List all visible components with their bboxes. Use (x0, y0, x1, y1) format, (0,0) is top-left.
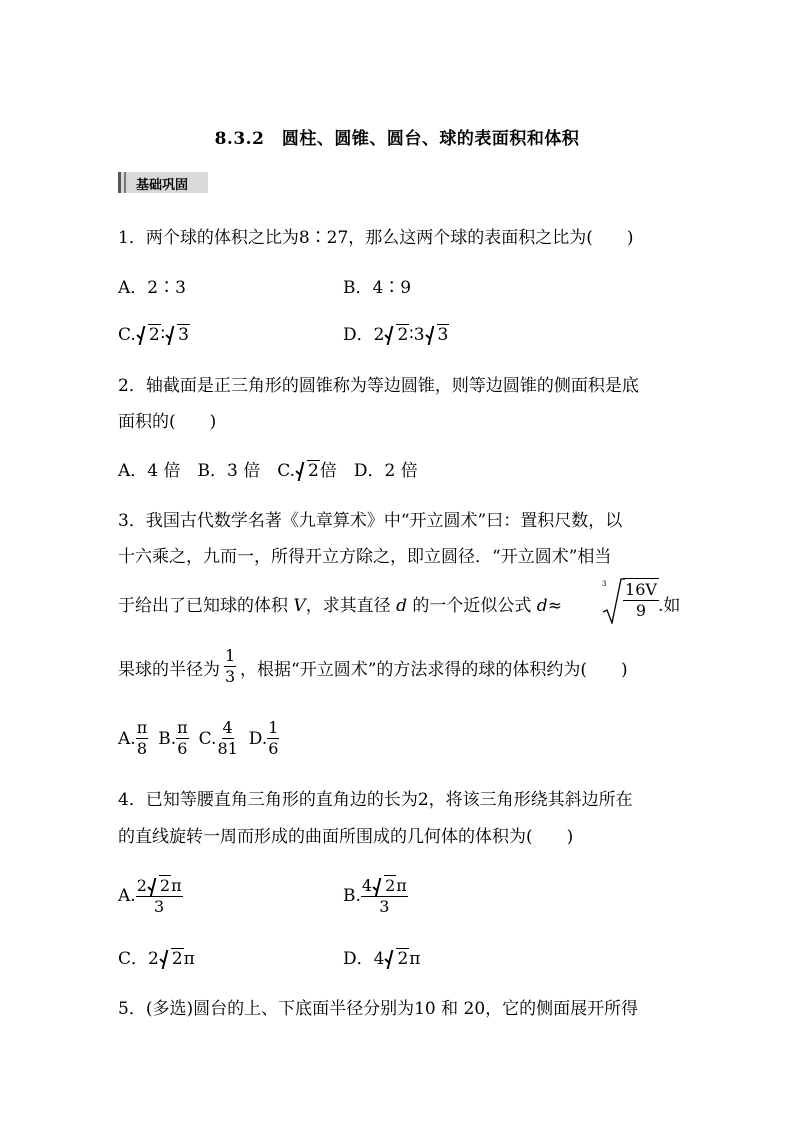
q3-line3 (118, 594, 562, 618)
q2-options (118, 459, 418, 483)
radicand: 3 (178, 325, 189, 345)
fraction-numerator: π (136, 718, 148, 737)
q4-option-c (118, 947, 195, 971)
text-span: 的一个近似公式 (406, 596, 537, 616)
page-title: 8.3.2 圆柱、圆锥、圆台、球的表面积和体积 (214, 129, 580, 149)
section-tag (118, 172, 208, 193)
sqrt-symbol (385, 323, 409, 347)
radicand: 2 (148, 325, 160, 345)
q3-line3-end: .如 (658, 596, 681, 616)
fraction-denominator: 6 (268, 739, 279, 758)
fraction-numerator: π (177, 718, 188, 737)
tag-bar (118, 172, 121, 193)
pi: π (409, 949, 421, 969)
ratio-sign: ∶3 (409, 325, 425, 345)
q3-line4-rest: ，根据“开立圆术”的方法求得的球的体积约为( ) (240, 660, 628, 680)
fraction-numerator (136, 875, 183, 897)
sqrt-symbol (148, 875, 171, 896)
q4-option-d (343, 947, 420, 971)
q1-option-a: A．2∶3 (118, 278, 186, 298)
option-label: D. (248, 728, 268, 749)
formula-numerator (623, 580, 659, 601)
q2-line2: 面积的( ) (118, 412, 217, 432)
option-b-fraction (361, 875, 408, 917)
radicand: 3 (437, 325, 449, 345)
fraction-denominator: 3 (379, 897, 390, 916)
option-label: C．2 (118, 949, 159, 969)
q3-line1: 3．我国古代数学名著《九章算术》中“开立圆术”曰：置积尺数，以 (118, 511, 623, 531)
sqrt-symbol (296, 459, 320, 483)
formula-fraction (623, 580, 659, 621)
fraction-denominator: 8 (136, 739, 148, 758)
fraction-denominator: 3 (225, 667, 236, 686)
option-label: C. (118, 325, 136, 345)
sqrt-symbol (373, 875, 396, 896)
q1-option-d (343, 323, 449, 347)
q3-line2: 十六乘之，九而一，所得开立方除之，即立圆径．“开立圆术”相当 (118, 547, 612, 567)
var-v: V (293, 596, 306, 616)
option-b-fraction (176, 718, 189, 759)
text-span: 于给出了已知球的体积 (118, 596, 294, 616)
root-index: 3 (602, 580, 607, 588)
fraction-numerator: 4 (222, 718, 233, 737)
text-span: ，求其直径 (305, 596, 397, 616)
radicand: 2 (397, 949, 409, 969)
option-d-fraction (267, 718, 279, 759)
fraction-denominator: 3 (154, 897, 165, 916)
q2-line1: 2．轴截面是正三角形的圆锥称为等边圆锥，则等边圆锥的侧面积是底 (118, 376, 639, 396)
tag-bar (124, 172, 126, 193)
sqrt-symbol (426, 323, 450, 347)
q4-line1: 4．已知等腰直角三角形的直角边的长为2，将该三角形绕其斜边所在 (118, 790, 633, 810)
radius-fraction (224, 646, 236, 687)
radical-sign (601, 578, 625, 624)
vinculum (623, 578, 659, 579)
q3-options (118, 718, 279, 759)
var-d: d (536, 596, 548, 616)
option-a-fraction (136, 718, 149, 759)
sqrt-symbol (166, 323, 190, 347)
radicand: 2 (397, 325, 409, 345)
numerator-text: 16V (625, 580, 657, 599)
option-label: C. (198, 728, 217, 749)
q3-line4 (118, 658, 220, 682)
sqrt-symbol (137, 323, 161, 347)
fraction-numerator: 1 (268, 718, 279, 737)
q4-line2: 的直线旋转一周而形成的曲面所围成的几何体的体积为( ) (118, 827, 574, 847)
pi: π (171, 876, 182, 895)
cube-root-formula (601, 578, 661, 624)
option-a-fraction (136, 875, 183, 917)
fraction-denominator: 6 (177, 739, 188, 758)
text-span: 果球的半径为 (118, 660, 220, 680)
radicand: 2 (308, 461, 319, 481)
fraction-numerator (361, 875, 408, 897)
option-label: B. (158, 728, 177, 749)
coef: 4 (361, 876, 373, 895)
q1-stem: 1．两个球的体积之比为8∶27，那么这两个球的表面积之比为( ) (118, 228, 634, 248)
ratio-sign: ∶ (160, 325, 166, 345)
option-label: A. (118, 728, 136, 749)
formula-denominator: 9 (635, 601, 647, 620)
sqrt-symbol (385, 947, 409, 971)
approx-sign: ≈ (547, 596, 562, 616)
option-label: D．2 (343, 325, 385, 345)
radicand: 2 (171, 949, 183, 969)
q2-options-ab: A．4 倍 B．3 倍 C. (118, 461, 296, 481)
var-d: d (396, 596, 407, 616)
radicand: 2 (159, 876, 171, 895)
section-tag-label: 基础巩固 (136, 178, 189, 193)
fraction-denominator: 81 (217, 739, 238, 758)
radicand: 2 (385, 876, 396, 895)
q4-option-a (118, 875, 183, 917)
option-label: D．4 (343, 949, 385, 969)
q2-options-rest: 倍 D．2 倍 (319, 461, 418, 481)
q1-option-b: B．4∶9 (343, 278, 412, 298)
pi: π (396, 876, 407, 895)
option-label: A. (118, 886, 136, 906)
q5-line1: 5．(多选)圆台的上、下底面半径分别为10 和 20，它的侧面展开所得 (118, 999, 639, 1019)
q1-option-c (118, 323, 190, 347)
option-c-fraction (216, 718, 238, 759)
coef: 2 (136, 876, 147, 895)
sqrt-symbol (160, 947, 184, 971)
option-label: B. (343, 886, 361, 906)
fraction-numerator: 1 (225, 646, 236, 665)
pi: π (183, 949, 195, 969)
q4-option-b (343, 875, 408, 917)
